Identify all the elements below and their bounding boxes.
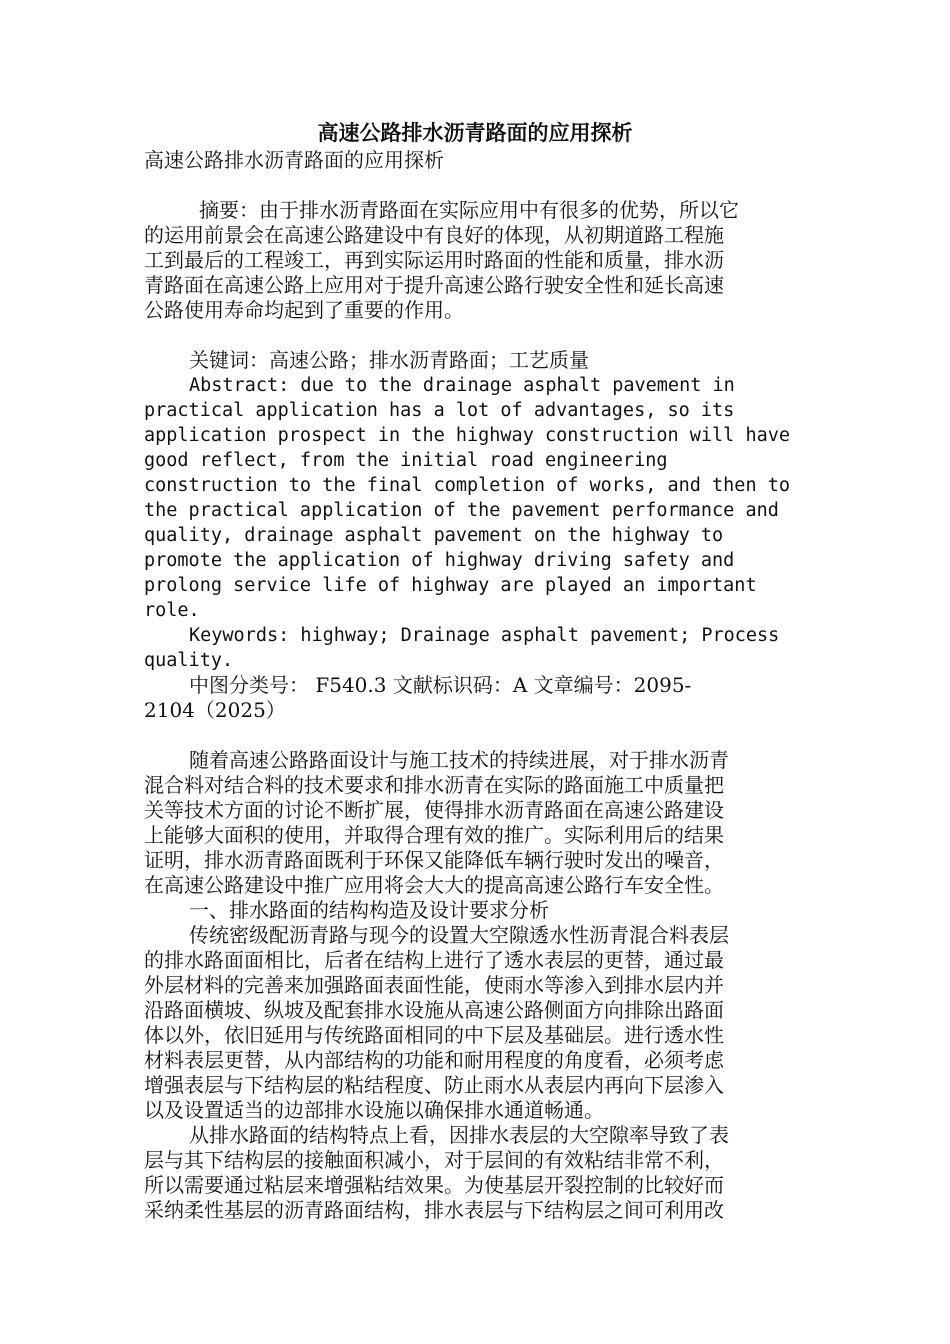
abstract-cn-line: 工到最后的工程竣工，再到实际运用时路面的性能和质量，排水沥	[144, 248, 724, 272]
abstract-en-line: the practical application of the pavement performance and	[144, 500, 779, 521]
abstract-cn-line: 公路使用寿命均起到了重要的作用。	[144, 298, 464, 322]
paragraph-line: 上能够大面积的使用，并取得合理有效的推广。实际利用后的结果	[144, 823, 724, 847]
keywords-en	[144, 623, 804, 673]
abstract-en-line: construction to the final completion of works, and then to	[144, 475, 791, 496]
paragraph-line: 以及设置适当的边部排水设施以确保排水通道畅通。	[144, 1098, 604, 1122]
paragraph-line: 传统密级配沥青路与现今的设置大空隙透水性沥青混合料表层	[189, 923, 729, 947]
paragraph-line: 在高速公路建设中推广应用将会大大的提高高速公路行车安全性。	[144, 873, 724, 897]
abstract-en-line: application prospect in the highway construction will have	[144, 425, 791, 446]
abstract-en-line: prolong service life of highway are played an important	[144, 575, 757, 596]
spacer	[144, 173, 804, 198]
abstract-cn-line: 的运用前景会在高速公路建设中有良好的体现，从初期道路工程施	[144, 223, 724, 247]
paragraph-line: 体以外，依旧延用与传统路面相同的中下层及基础层。进行透水性	[144, 1023, 724, 1047]
paragraph-line: 层与其下结构层的接触面积减小，对于层间的有效粘结非常不利，	[144, 1148, 724, 1172]
document-body	[144, 148, 804, 1223]
abstract-en-line: good reflect, from the initial road engineering	[144, 450, 668, 471]
abstract-en-line: quality, drainage asphalt pavement on the highway to	[144, 525, 724, 546]
paragraph-intro	[144, 748, 804, 898]
paragraph-structure	[144, 923, 804, 1123]
keywords-en-line: Keywords: highway; Drainage asphalt pavement; Process	[189, 625, 780, 646]
paragraph-line: 采纳柔性基层的沥青路面结构，排水表层与下结构层之间可利用改	[144, 1198, 724, 1222]
paragraph-line: 外层材料的完善来加强路面表面性能，使雨水等渗入到排水层内并	[144, 973, 724, 997]
classification-line: 中图分类号： F540.3 文献标识码：A 文章编号：2095-	[189, 673, 692, 697]
paragraph-line: 的排水路面面相比，后者在结构上进行了透水表层的更替，通过最	[144, 948, 724, 972]
document-subtitle: 高速公路排水沥青路面的应用探析	[144, 148, 444, 172]
abstract-en	[144, 373, 804, 623]
spacer	[144, 723, 804, 748]
paragraph-line: 关等技术方面的讨论不断扩展，使得排水沥青路面在高速公路建设	[144, 798, 724, 822]
classification-info	[144, 673, 804, 723]
keywords-cn: 关键词：高速公路；排水沥青路面；工艺质量	[189, 348, 589, 372]
paragraph-line: 所以需要通过粘层来增强粘结效果。为使基层开裂控制的比较好而	[144, 1173, 724, 1197]
document-title: 高速公路排水沥青路面的应用探析	[317, 121, 633, 145]
abstract-cn	[144, 198, 804, 323]
section-heading: 一、排水路面的结构构造及设计要求分析	[189, 898, 549, 922]
paragraph-line: 证明，排水沥青路面既利于环保又能降低车辆行驶时发出的噪音，	[144, 848, 724, 872]
paragraph-line: 沿路面横坡、纵坡及配套排水设施从高速公路侧面方向排除出路面	[144, 998, 724, 1022]
paragraph-line: 随着高速公路路面设计与施工技术的持续进展，对于排水沥青	[189, 748, 729, 772]
paragraph-line: 混合料对结合料的技术要求和排水沥青在实际的路面施工中质量把	[144, 773, 724, 797]
paragraph-line: 增强表层与下结构层的粘结程度、防止雨水从表层内再向下层渗入	[144, 1073, 724, 1097]
abstract-en-line: Abstract: due to the drainage asphalt pavement in	[189, 375, 735, 396]
abstract-en-line: role.	[144, 600, 200, 621]
paragraph-line: 从排水路面的结构特点上看，因排水表层的大空隙率导致了表	[189, 1123, 729, 1147]
abstract-en-line: practical application has a lot of advantages, so its	[144, 400, 735, 421]
abstract-cn-line: 摘要：由于排水沥青路面在实际应用中有很多的优势，所以它	[199, 198, 739, 222]
keywords-en-line: quality.	[144, 650, 234, 671]
paragraph-line: 材料表层更替，从内部结构的功能和耐用程度的角度看，必须考虑	[144, 1048, 724, 1072]
abstract-en-line: promote the application of highway driving safety and	[144, 550, 735, 571]
paragraph-bonding	[144, 1123, 804, 1223]
spacer	[144, 323, 804, 348]
abstract-cn-line: 青路面在高速公路上应用对于提升高速公路行驶安全性和延长高速	[144, 273, 724, 297]
classification-line: 2104（2025）	[144, 698, 286, 722]
